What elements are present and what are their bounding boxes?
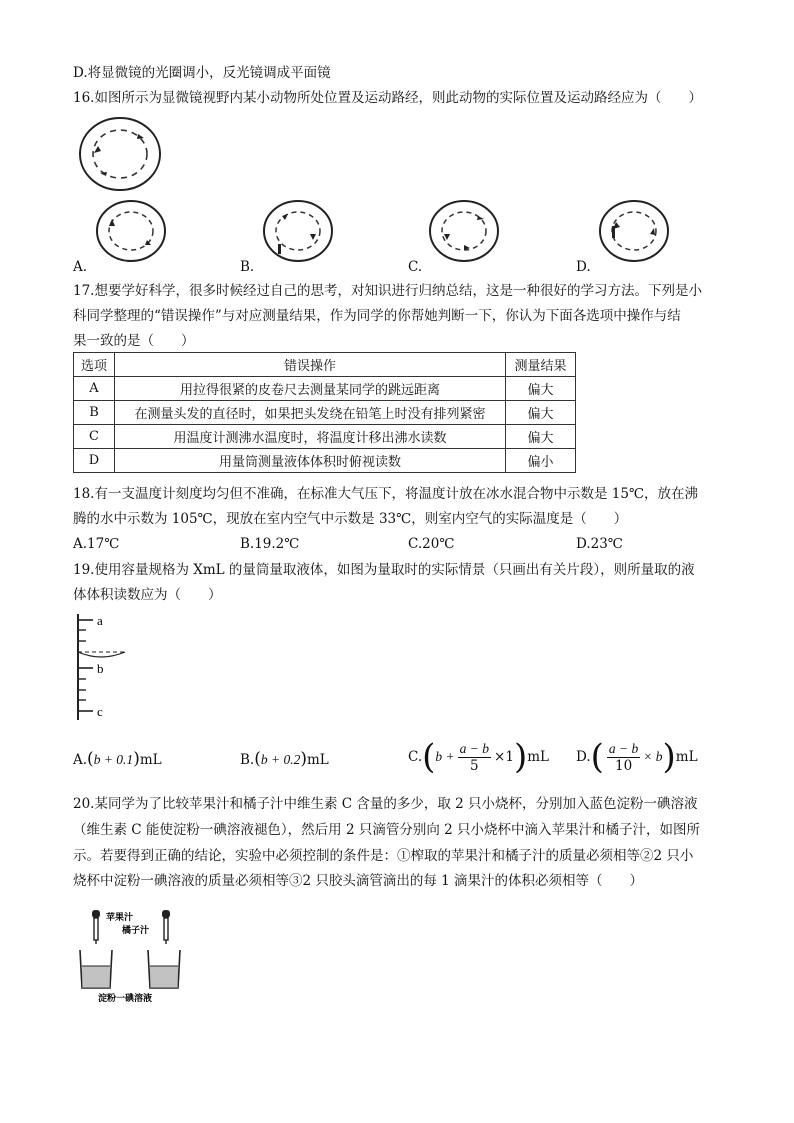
table-cell: 偏大 (506, 377, 576, 401)
q20-stem-3: 示。若要得到正确的结论，实验中必须控制的条件是：①榨取的苹果汁和橘子汁的质量必须相等②2 只小 (73, 848, 694, 864)
q16-option-a-field (95, 200, 167, 262)
q19-option-d: D. ( $\frac{a - b}{10}$ × b ) mL (576, 737, 698, 777)
q16-option-c: C. (408, 259, 423, 275)
table-cell: 用温度计测沸水温度时，将温度计移出沸水读数 (115, 425, 506, 449)
q20-stem-4: 烧杯中淀粉一碘溶液的质量必须相等③2 只胶头滴管滴出的每 1 滴果汁的体积必须相等（ ） (73, 873, 644, 889)
fraction: $\frac{a - b}{5}$ (459, 740, 490, 774)
q16-main-field (78, 116, 164, 192)
q19-option-b: B.(b + 0.2)mL (240, 749, 329, 769)
q17-stem-1: 17.想要学好科学，很多时候经过自己的思考，对知识进行归纳总结，这是一种很好的学习方法。下列是小 (73, 283, 702, 299)
q20-beaker-figure (76, 906, 188, 1004)
starch-iodine-label: 淀粉一碘溶液 (98, 994, 153, 1004)
q19-stem-2: 体体积读数应为（ ） (73, 587, 222, 603)
q20-stem-2: （维生素 C 能使淀粉一碘溶液褪色），然后用 2 只滴管分别向 2 只小烧杯中滴入苹果汁和橘子汁，如图所 (73, 822, 701, 838)
orange-juice-label: 橘子汁 (122, 926, 150, 936)
table-cell: D (74, 449, 115, 473)
table-cell: 偏大 (506, 401, 576, 425)
q17-table (73, 352, 576, 473)
table-cell: 在测量头发的直径时，如果把头发绕在铅笔上时没有排列紧密 (115, 401, 506, 425)
table-cell: 偏小 (506, 449, 576, 473)
table-header-row (74, 353, 576, 377)
table-row (74, 401, 576, 425)
table-cell: 用量筒测量液体体积时俯视读数 (115, 449, 506, 473)
table-row (74, 425, 576, 449)
fraction: $\frac{a - b}{10}$ (608, 740, 639, 774)
q16-option-b: B. (240, 259, 255, 275)
table-cell: 偏大 (506, 425, 576, 449)
q16-option-a: A. (73, 259, 88, 275)
q18-option-c: C.20℃ (408, 536, 455, 552)
table-cell: 用拉得很紧的皮卷尺去测量某同学的跳远距离 (115, 377, 506, 401)
q16-option-d: D. (576, 259, 591, 275)
q19-cylinder-figure (73, 612, 133, 724)
q17-stem-2: 科同学整理的“错误操作”与对应测量结果，作为同学的你帮她判断一下，你认为下面各选项中操作与结 (73, 308, 681, 324)
cylinder-mark-a: a (97, 613, 103, 628)
q16-option-c-field (428, 200, 500, 262)
apple-juice-label: 苹果汁 (106, 913, 134, 923)
q19-stem-1: 19.使用容量规格为 XmL 的量筒量取液体，如图为量取时的实际情景（只画出有关片段），则所量取的液 (73, 562, 695, 578)
q18-stem-1: 18.有一支温度计刻度均匀但不准确，在标准大气压下，将温度计放在冰水混合物中示数是 15℃，放在沸 (73, 486, 699, 502)
table-header: 测量结果 (506, 353, 576, 377)
q18-option-a: A.17℃ (73, 536, 120, 552)
table-row (74, 377, 576, 401)
table-header: 错误操作 (115, 353, 506, 377)
q16-option-b-field (262, 200, 334, 262)
q19-option-a: A.(b + 0.1)mL (73, 749, 162, 769)
table-cell: A (74, 377, 115, 401)
table-row (74, 449, 576, 473)
table-cell: C (74, 425, 115, 449)
q20-stem-1: 20.某同学为了比较苹果汁和橘子汁中维生素 C 含量的多少，取 2 只小烧杯，分别加入蓝色淀粉一碘溶液 (73, 796, 698, 812)
q16-stem: 16.如图所示为显微镜视野内某小动物所处位置及运动路经，则此动物的实际位置及运动路经应为（ ） (73, 90, 702, 106)
table-header: 选项 (74, 353, 115, 377)
q15-option-d: D.将显微镜的光圈调小，反光镜调成平面镜 (73, 65, 331, 81)
q17-stem-3: 果一致的是（ ） (73, 333, 195, 349)
q16-option-d-field (598, 200, 670, 262)
table-cell: B (74, 401, 115, 425)
q18-stem-2: 腾的水中示数为 105℃，现放在室内空气中示数是 33℃，则室内空气的实际温度是（ ） (73, 511, 628, 527)
cylinder-mark-c: c (97, 704, 103, 719)
cylinder-mark-b: b (97, 661, 104, 676)
q18-option-d: D.23℃ (576, 536, 623, 552)
q19-option-c: C. ( b + $\frac{a - b}{5}$ ×1 ) mL (408, 737, 549, 777)
q18-option-b: B.19.2℃ (240, 536, 300, 552)
